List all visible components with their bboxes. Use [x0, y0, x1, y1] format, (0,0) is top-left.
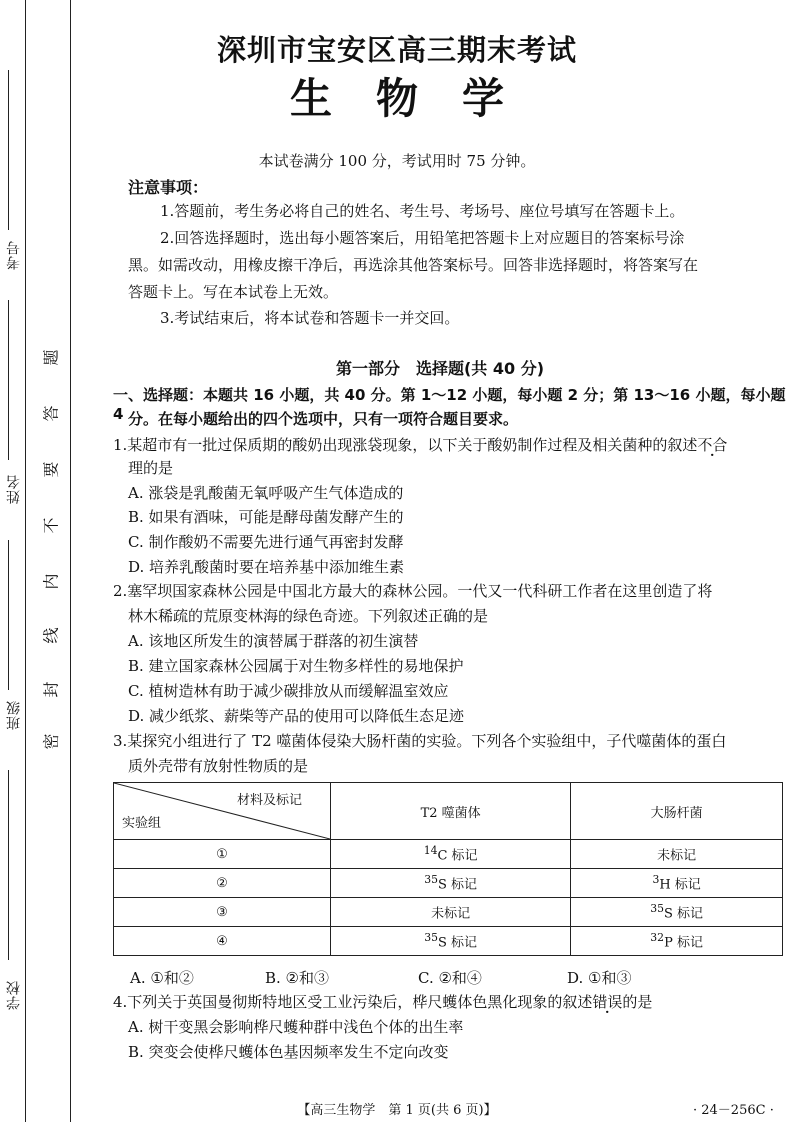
q2-option-a: A. 该地区所发生的演替属于群落的初生演替 — [128, 632, 419, 650]
class-label: 班级 — [6, 700, 22, 730]
q2-stem-cont: 林木稀疏的荒原变林海的绿色奇迹。下列叙述正确的是 — [128, 607, 489, 625]
q2-option-b: B. 建立国家森林公园属于对生物多样性的易地保护 — [128, 657, 464, 675]
table-row — [114, 840, 783, 869]
notice-line: 2.回答选择题时，选出每小题答案后，用铅笔把答题卡上对应题目的答案标号涂 — [160, 229, 685, 247]
paper-code: · 24－256C · — [693, 1103, 774, 1118]
ecoli-cell: $^{35}$S 标记 — [571, 898, 783, 927]
group-cell: ④ — [114, 927, 331, 956]
corner-bottom-label: 实验组 — [122, 816, 162, 831]
table-row — [114, 898, 783, 927]
notice-line: 黑。如需改动，用橡皮擦干净后，再选涂其他答案标号。回答非选择题时，将答案写在 — [128, 256, 699, 274]
q1-stem-cont: 理的是 — [128, 459, 174, 477]
q4-emphasis: 错误 — [592, 993, 623, 1011]
ecoli-cell: $^3$H 标记 — [571, 869, 783, 898]
notice-line: 3.考试结束后，将本试卷和答题卡一并交回。 — [160, 309, 460, 327]
seal-char: 密 — [41, 733, 61, 750]
q3-option-d: D. ①和③ — [567, 969, 632, 987]
ecoli-cell: 未标记 — [571, 840, 783, 869]
column-header-phage: T2 噬菌体 — [331, 783, 571, 840]
name-label: 姓名 — [6, 474, 22, 504]
q1-stem: 1.某超市有一批过保质期的酸奶出现涨袋现象，以下关于酸奶制作过程及相关菌种的叙述不合 — [113, 436, 728, 454]
subject-title: 生物学 — [289, 74, 548, 123]
section-instruction: 分。在每小题给出的四个选项中，只有一项符合题目要求。 — [128, 410, 519, 428]
exam-title: 深圳市宝安区高三期末考试 — [216, 33, 577, 67]
notice-line: 答题卡上。写在本试卷上无效。 — [128, 283, 339, 301]
q1-option-d: D. 培养乳酸菌时要在培养基中添加维生素 — [128, 558, 405, 576]
ecoli-cell: $^{32}$P 标记 — [571, 927, 783, 956]
seal-char: 内 — [41, 573, 61, 590]
q1-emphasis: 不合 — [697, 436, 728, 454]
q3-option-a: A. ①和② — [130, 969, 194, 987]
school-label: 学校 — [6, 980, 22, 1010]
q4-option-b: B. 突变会使桦尺蠖体色基因频率发生不定向改变 — [128, 1043, 449, 1061]
seal-char: 答 — [41, 405, 61, 422]
phage-cell: $^{14}$C 标记 — [331, 840, 571, 869]
page-footer: 【高三生物学 第 1 页(共 6 页)】 — [297, 1103, 497, 1118]
group-cell: ② — [114, 869, 331, 898]
name-underline — [8, 300, 9, 460]
corner-top-label: 材料及标记 — [236, 793, 302, 808]
table-header-row — [114, 783, 783, 840]
notice-line: 1.答题前，考生务必将自己的姓名、考生号、考场号、座位号填写在答题卡上。 — [160, 202, 685, 220]
section-instruction: 一、选择题：本题共 16 小题，共 40 分。第 1～12 小题，每小题 2 分；第 13～16 小题，每小题 4 — [113, 386, 786, 423]
group-cell: ① — [114, 840, 331, 869]
exam-no-label: 考号 — [6, 240, 22, 270]
q1-option-c: C. 制作酸奶不需要先进行通气再密封发酵 — [128, 533, 404, 551]
group-cell: ③ — [114, 898, 331, 927]
seal-char: 不 — [41, 517, 61, 534]
seal-char: 线 — [41, 627, 61, 644]
table-row — [114, 927, 783, 956]
phage-cell: $^{35}$S 标记 — [331, 927, 571, 956]
q4-option-a: A. 树干变黑会影响桦尺蠖种群中浅色个体的出生率 — [128, 1018, 464, 1036]
q3-stem: 3.某探究小组进行了 T2 噬菌体侵染大肠杆菌的实验。下列各个实验组中，子代噬菌体的蛋白 — [113, 732, 727, 750]
q2-option-c: C. 植树造林有助于减少碳排放从而缓解温室效应 — [128, 682, 449, 700]
seal-char: 题 — [41, 349, 61, 366]
column-header-ecoli: 大肠杆菌 — [571, 783, 783, 840]
seal-char: 要 — [41, 461, 61, 478]
table-corner-cell — [114, 783, 331, 840]
experiment-table — [113, 782, 783, 956]
q3-stem-cont: 质外壳带有放射性物质的是 — [128, 757, 309, 775]
table-row — [114, 869, 783, 898]
q4-stem: 4.下列关于英国曼彻斯特地区受工业污染后，桦尺蠖体色黑化现象的叙述错误的是 — [113, 993, 653, 1011]
school-underline — [8, 770, 9, 960]
class-underline — [8, 540, 9, 690]
q2-option-d: D. 减少纸浆、薪柴等产品的使用可以降低生态足迹 — [128, 707, 465, 725]
phage-cell: 未标记 — [331, 898, 571, 927]
notice-title: 注意事项： — [128, 178, 209, 197]
phage-cell: $^{35}$S 标记 — [331, 869, 571, 898]
q1-option-b: B. 如果有酒味，可能是酵母菌发酵产生的 — [128, 508, 404, 526]
q2-stem: 2.塞罕坝国家森林公园是中国北方最大的森林公园。一代又一代科研工作者在这里创造了将 — [113, 582, 713, 600]
section-heading: 第一部分 选择题(共 40 分) — [335, 359, 545, 378]
q3-option-c: C. ②和④ — [418, 969, 482, 987]
q1-option-a: A. 涨袋是乳酸菌无氧呼吸产生气体造成的 — [128, 484, 404, 502]
q3-option-b: B. ②和③ — [265, 969, 330, 987]
seal-char: 封 — [41, 681, 61, 698]
exam-info: 本试卷满分 100 分，考试用时 75 分钟。 — [258, 152, 536, 170]
